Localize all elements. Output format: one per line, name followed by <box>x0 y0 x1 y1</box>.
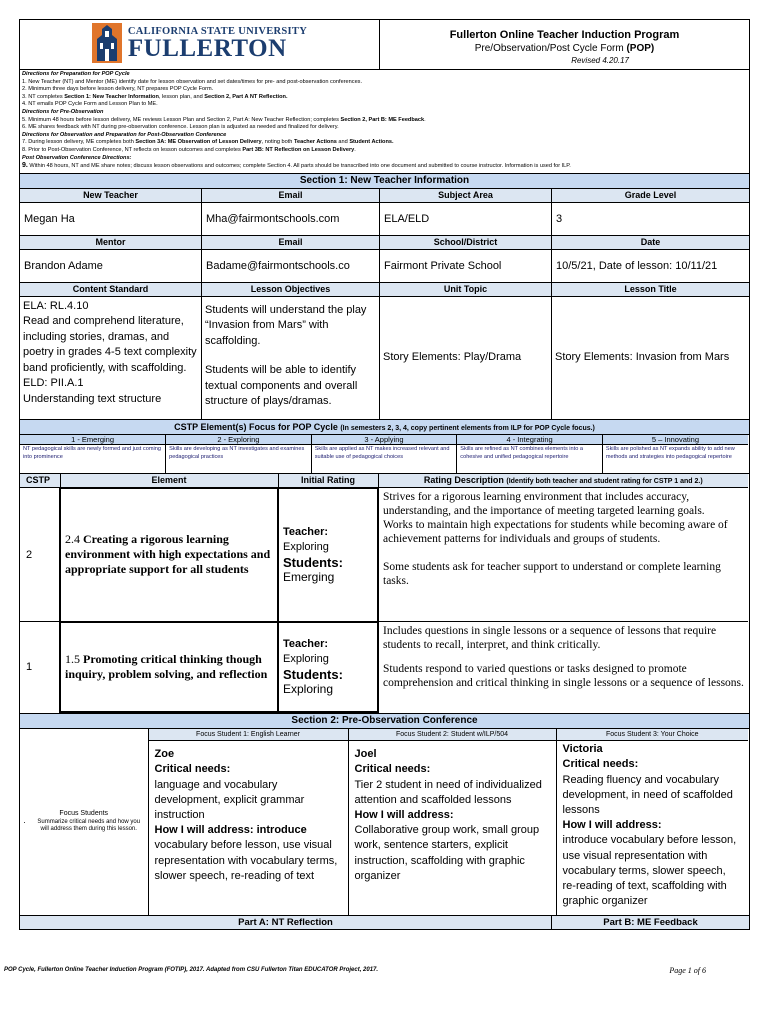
pop-form-page <box>19 19 749 930</box>
school-district-value: Fairmont Private School <box>380 249 552 282</box>
directions-obs-heading: Directions for Observation and Preparation for Post-Observation Conference <box>22 131 227 138</box>
cstp-row-1-description: Strives for a rigorous learning environment that includes accuracy, understanding, and the importance of meeting targeted learning goals. Works to maintain high expectations for students while becoming aware of achievement patterns for individuals and groups of students. Some students ask for teacher support to understand or complete learning tasks. <box>378 488 748 622</box>
revised-date: Revised 4.20.17 <box>571 55 630 65</box>
mentor-value: Brandon Adame <box>20 249 202 282</box>
pop-form-table <box>19 19 750 930</box>
direction-item-6: 6. ME shares feedback with NT during pre-observation conference. Lesson plan is adjusted as needed and finalized for delivery. <box>22 124 339 131</box>
cstp-row-1-number: 2 <box>20 488 60 622</box>
directions-prep-heading: Directions for Preparation for POP Cycle <box>22 71 130 77</box>
direction-item-1: 1. New Teacher (NT) and Mentor (ME) identify date for lesson observation and set dates/times for pre- and post-observation conferences. <box>22 78 363 85</box>
col-unit-topic: Unit Topic <box>380 282 552 296</box>
focus-students-label: Focus Students <box>59 809 109 817</box>
cstp-row-2-element: 1.5 Promoting critical thinking though inquiry, problem solving, and reflection <box>60 622 278 712</box>
focus-student-2-header: Focus Student 2: Student w/ILP/504 <box>348 729 556 741</box>
date-value: 10/5/21, Date of lesson: 10/11/21 <box>552 249 750 282</box>
section2-title: Section 2: Pre-Observation Conference <box>20 713 750 728</box>
col-email: Email <box>202 188 380 202</box>
mentor-email-value: Badame@fairmontschools.co <box>202 249 380 282</box>
col-mentor-email: Email <box>202 235 380 249</box>
direction-item-3: 3. NT completes Section 1: New Teacher Information, lesson plan, and Section 2, Part A NT Reflection. <box>22 93 288 100</box>
col-new-teacher: New Teacher <box>20 188 202 202</box>
direction-item-9: 9. Within 48 hours, NT and ME share notes; discuss lesson observations and outcomes; complete Section 4. All parts should be transcribed into one document and submitted to course instructor. Information is used for ILP. <box>22 162 571 170</box>
cstp-rating-cell <box>20 473 750 713</box>
logo-cell <box>20 20 380 70</box>
level-desc-exploring: Skills are developing as NT investigates and examines pedagogical practices <box>166 445 312 473</box>
page-number: Page 1 of 6 <box>669 966 706 975</box>
subject-area-value: ELA/ELD <box>380 202 552 235</box>
focus-students-cell <box>20 728 750 915</box>
focus-student-3: Victoria Critical needs: Reading fluency and vocabulary development, in need of scaffolded lessons How I will address: introduce vocabulary before lesson, use visual representation with vocabulary terms, slower speech, re-reading of text, scaffolding with graphic organizer <box>556 741 748 915</box>
teacher-email-value: Mha@fairmontschools.com <box>202 202 380 235</box>
form-title: Pre/Observation/Post Cycle Form (POP) <box>474 42 655 54</box>
col-date: Date <box>552 235 750 249</box>
cstp-row-2-description: Includes questions in single lessons or a sequence of lessons that require students to recall, interpret, and think critically. Students respond to varied questions or tasks designed to promote comprehension and critical thinking in single lessons or a sequence of lessons. <box>378 622 748 712</box>
col-cstp: CSTP <box>20 474 60 488</box>
focus-student-1-header: Focus Student 1: English Learner <box>148 729 348 741</box>
direction-item-5: 5. Minimum 48 hours before lesson delivery, ME reviews Lesson Plan and Section 2, Part A: New Teacher Reflection; completes Section 2, Part B: ME Feedback. <box>22 116 426 123</box>
logo-fullerton: FULLERTON <box>127 34 287 62</box>
cstp-levels-table <box>20 435 748 473</box>
direction-item-7: 7. During lesson delivery, ME completes both Section 3A: ME Observation of Lesson Delivery, noting both Teacher Actions and Student Actions. <box>22 139 394 146</box>
level-integrating: 4 - Integrating <box>457 435 603 445</box>
col-initial-rating: Initial Rating <box>278 474 378 488</box>
col-lesson-title: Lesson Title <box>552 282 750 296</box>
col-mentor: Mentor <box>20 235 202 249</box>
program-title: Fullerton Online Teacher Induction Program <box>449 28 680 41</box>
logo-university-line: CALIFORNIA STATE UNIVERSITY <box>127 25 308 37</box>
part-b-me-feedback: Part B: ME Feedback <box>552 915 750 929</box>
col-school-district: School/District <box>380 235 552 249</box>
col-grade-level: Grade Level <box>552 188 750 202</box>
col-lesson-objectives: Lesson Objectives <box>202 282 380 296</box>
directions-post-heading: Post Observation Conference Directions: <box>22 154 132 161</box>
content-standard-value: ELA: RL.4.10 Read and comprehend literature, including stories, dramas, and poetry in grades 4-5 text complexity band proficiently, with scaffolding. ELD: PII.A.1 Understanding text structure <box>20 296 202 419</box>
section1-title: Section 1: New Teacher Information <box>20 173 750 188</box>
new-teacher-value: Megan Ha <box>20 202 202 235</box>
directions-block <box>20 70 750 174</box>
footer-citation: POP Cycle, Fullerton Online Teacher Induction Program (FOTIP), 2017. Adapted from CSU Fullerton Titan EDUCATOR Project, 2017. <box>4 967 379 973</box>
level-desc-applying: Skills are applied as NT makes increased relevant and suitable use of pedagogical choices <box>311 445 457 473</box>
cstp-row-1-rating: Teacher: Exploring Students: Emerging <box>278 488 378 622</box>
focus-students-table <box>20 729 748 915</box>
tower-icon <box>92 23 122 63</box>
csuf-logo <box>92 23 307 63</box>
cstp-row-2-rating: Teacher: Exploring Students: Exploring <box>278 622 378 712</box>
cstp-levels-cell <box>20 434 750 473</box>
level-desc-emerging: NT pedagogical skills are newly formed and just coming into prominence <box>20 445 166 473</box>
footer <box>4 967 726 973</box>
unit-topic-value: Story Elements: Play/Drama <box>380 296 552 419</box>
directions-pre-heading: Directions for Pre-Observation <box>22 108 104 115</box>
grade-level-value: 3 <box>552 202 750 235</box>
focus-students-instruction: • Summarize critical needs and how you will address them during this lesson. <box>33 819 145 834</box>
direction-item-4: 4. NT emails POP Cycle Form and Lesson Plan to ME. <box>22 101 158 108</box>
cstp-rating-table <box>20 474 748 713</box>
focus-student-2: Joel Critical needs: Tier 2 student in need of individualized attention and scaffolded lessons How I will address: Collaborative group work, small group work, sentence starters, explicit instruction, scaffolding with graphic organizer <box>348 741 556 915</box>
focus-students-label-cell <box>20 729 148 915</box>
level-desc-integrating: Skills are refined as NT combines elements into a cohesive and unified pedagogical repertoire <box>457 445 603 473</box>
cstp-row-2-number: 1 <box>20 622 60 712</box>
level-exploring: 2 - Exploring <box>166 435 312 445</box>
focus-student-3-header: Focus Student 3: Your Choice <box>556 729 748 741</box>
cstp-row-1-element: 2.4 Creating a rigorous learning environment with high expectations and appropriate support for all students <box>60 488 278 622</box>
lesson-objectives-value: Students will understand the play “Invasion from Mars” with scaffolding. Students will be able to identify textual components and overall structure of plays/dramas. <box>202 296 380 419</box>
col-rating-description: Rating Description (Identify both teacher and student rating for CSTP 1 and 2.) <box>378 474 748 488</box>
direction-item-2: 2. Minimum three days before lesson delivery, NT prepares POP Cycle Form. <box>22 86 214 93</box>
col-content-standard: Content Standard <box>20 282 202 296</box>
col-element: Element <box>60 474 278 488</box>
part-a-nt-reflection: Part A: NT Reflection <box>20 915 552 929</box>
level-innovating: 5 – Innovating <box>602 435 748 445</box>
lesson-title-value: Story Elements: Invasion from Mars <box>552 296 750 419</box>
direction-item-8: 8. Prior to Post-Observation Conference, NT reflects on lesson outcomes and completes Part 3B: NT Reflection on Lesson Delivery. <box>22 146 356 153</box>
title-cell <box>380 20 750 70</box>
cstp-title: CSTP Element(s) Focus for POP Cycle (In semesters 2, 3, 4, copy pertinent elements from ILP for POP Cycle focus.) <box>20 419 750 434</box>
col-subject-area: Subject Area <box>380 188 552 202</box>
level-desc-innovating: Skills are polished as NT expands ability to add new methods and strategies into pedagogical repertoire <box>602 445 748 473</box>
level-emerging: 1 - Emerging <box>20 435 166 445</box>
focus-student-1: Zoe Critical needs: language and vocabulary development, explicit grammar instruction How I will address: introduce vocabulary before lesson, use visual representation with vocabulary terms, slower speech, re-reading of text <box>148 741 348 915</box>
level-applying: 3 - Applying <box>311 435 457 445</box>
